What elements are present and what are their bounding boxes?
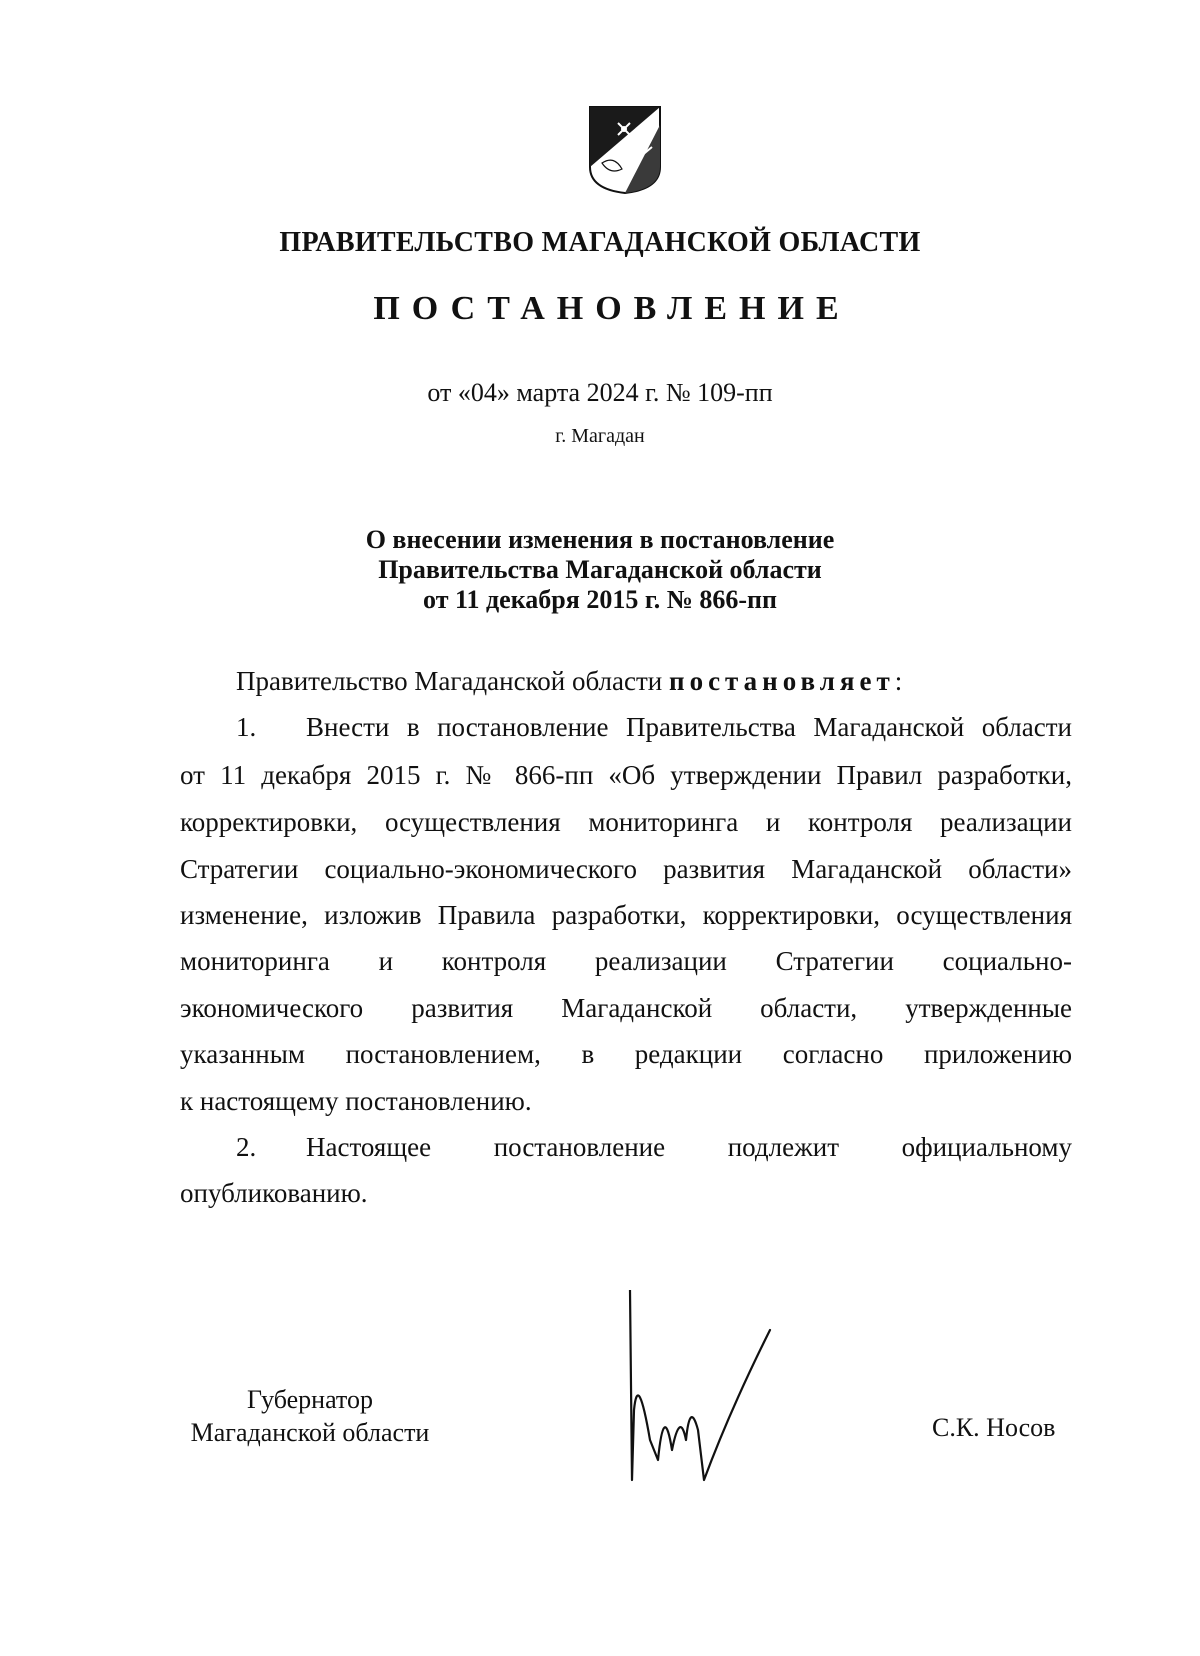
intro-text: Правительство Магаданской области [236,666,663,696]
item-1-line: Внести в постановление Правительства Магаданской области [306,712,1072,742]
item-2-line: опубликованию. [180,1178,368,1208]
position-line: Магаданской области [190,1418,430,1447]
item-1-line: мониторинга и контроля реализации Стратегии социально- [180,946,1072,976]
item-1-line: экономического развития Магаданской области, утвержденные [180,993,1072,1023]
item-1-line: корректировки, осуществления мониторинга и контроля реализации [180,807,1072,837]
document-type-title: ПОСТАНОВЛЕНИЕ [373,290,851,327]
item-number: 1. [236,712,257,742]
item-2-line: Настоящее постановление подлежит официальному [306,1132,1072,1162]
item-1-line: к настоящему постановлению. [180,1086,532,1116]
item-number: 2. [236,1132,257,1162]
item-1-line: Стратегии социально-экономического развития Магаданской области» [180,854,1072,884]
signatory-position [180,1383,440,1449]
subject-line: О внесении изменения в постановление [365,525,835,554]
intro-colon: : [894,666,903,696]
document-city: г. Магадан [555,425,645,447]
coat-of-arms-icon [588,105,662,195]
document-date-number: от «04» марта 2024 г. № 109-пп [427,378,773,407]
item-1-line: изменение, изложив Правила разработки, корректировки, осуществления [180,900,1072,930]
organization-title: ПРАВИТЕЛЬСТВО МАГАДАНСКОЙ ОБЛАСТИ [279,227,921,258]
intro-paragraph [236,666,902,697]
intro-keyword: постановляет [669,666,895,696]
subject-line: Правительства Магаданской области [378,555,822,584]
handwritten-signature-icon [620,1290,810,1490]
signatory-name: С.К. Носов [932,1413,1056,1442]
position-line: Губернатор [247,1385,373,1414]
item-1-line: указанным постановлением, в редакции согласно приложению [180,1039,1072,1069]
subject-line: от 11 декабря 2015 г. № 866-пп [423,585,777,614]
item-1-line: от 11 декабря 2015 г. № 866-пп «Об утверждении Правил разработки, [180,760,1072,790]
